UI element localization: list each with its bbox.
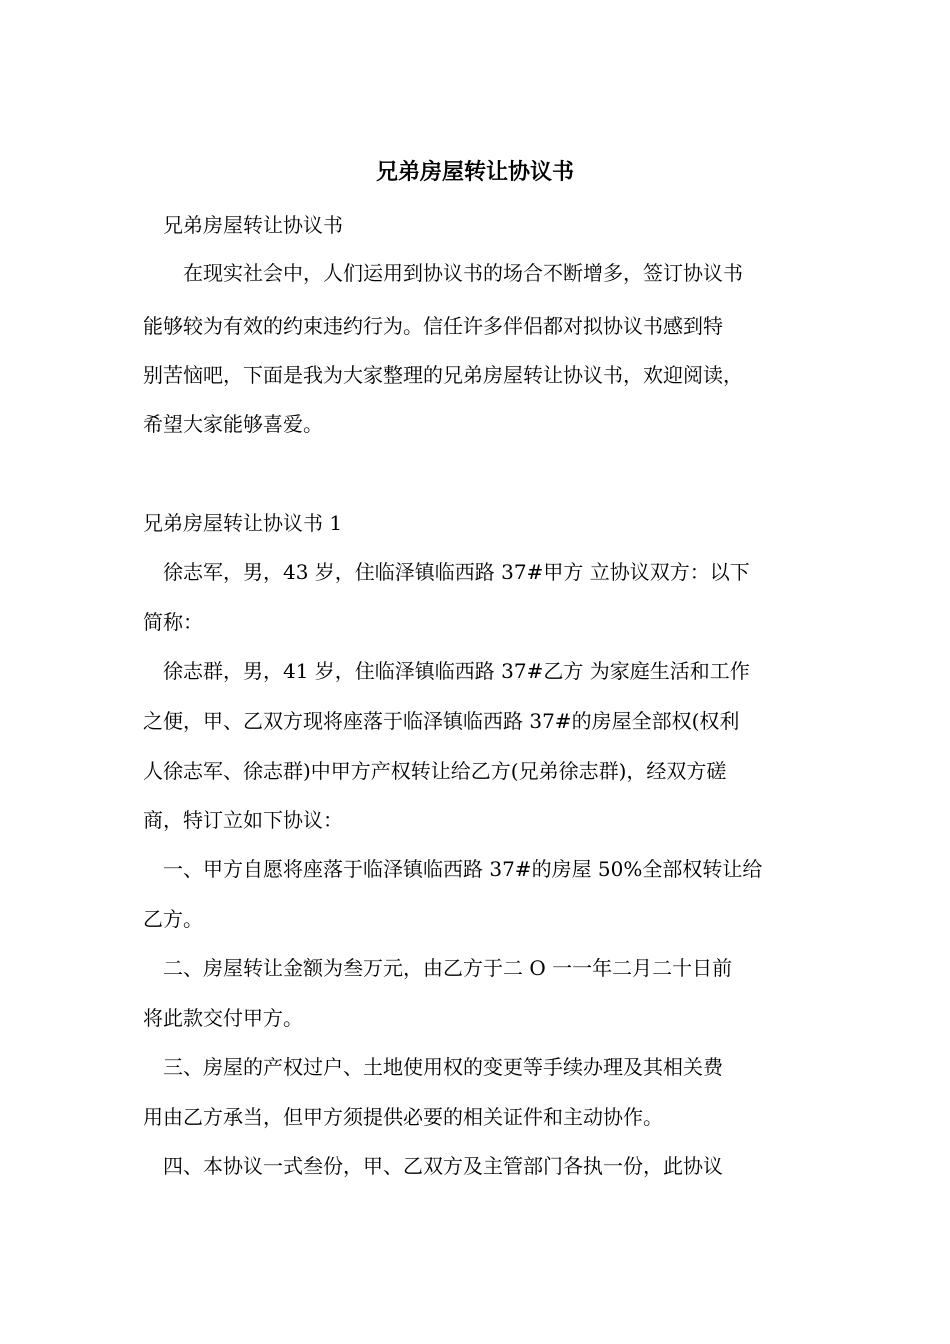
body-line-16: 三、房屋的产权过户、土地使用权的变更等手续办理及其相关费: [143, 1055, 723, 1079]
body-line-3: 能够较为有效的约束违约行为。信任许多伴侣都对拟协议书感到特: [143, 314, 723, 338]
body-line-2: 在现实社会中，人们运用到协议书的场合不断增多，签订协议书: [143, 261, 743, 285]
document-title: 兄弟房屋转让协议书: [375, 159, 574, 185]
body-line-13: 乙方。: [143, 907, 203, 931]
body-line-8: 徐志群，男，41 岁，住临泽镇临西路 37#乙方 为家庭生活和工作: [143, 659, 750, 683]
section-heading: 兄弟房屋转让协议书 1: [143, 511, 343, 535]
body-line-17: 用由乙方承当，但甲方须提供必要的相关证件和主动协作。: [143, 1105, 663, 1129]
body-line-12: 一、甲方自愿将座落于临泽镇临西路 37#的房屋 50%全部权转让给: [143, 857, 763, 881]
body-line-15: 将此款交付甲方。: [143, 1006, 303, 1030]
body-line-18: 四、本协议一式叁份，甲、乙双方及主管部门各执一份，此协议: [143, 1154, 723, 1178]
body-line-5: 希望大家能够喜爱。: [143, 412, 323, 436]
body-line-7: 简称：: [143, 610, 203, 634]
body-line-1: 兄弟房屋转让协议书: [143, 213, 343, 237]
body-line-14: 二、房屋转让金额为叁万元，由乙方于二 O 一一年二月二十日前: [143, 956, 733, 980]
body-line-11: 商，特订立如下协议：: [143, 808, 343, 832]
body-line-4: 别苦恼吧，下面是我为大家整理的兄弟房屋转让协议书，欢迎阅读，: [143, 363, 743, 387]
body-line-10: 人徐志军、徐志群)中甲方产权转让给乙方(兄弟徐志群)，经双方磋: [143, 759, 727, 783]
body-line-6: 徐志军，男，43 岁，住临泽镇临西路 37#甲方 立协议双方：以下: [143, 560, 750, 584]
body-line-9: 之便，甲、乙双方现将座落于临泽镇临西路 37#的房屋全部权(权利: [143, 709, 740, 733]
